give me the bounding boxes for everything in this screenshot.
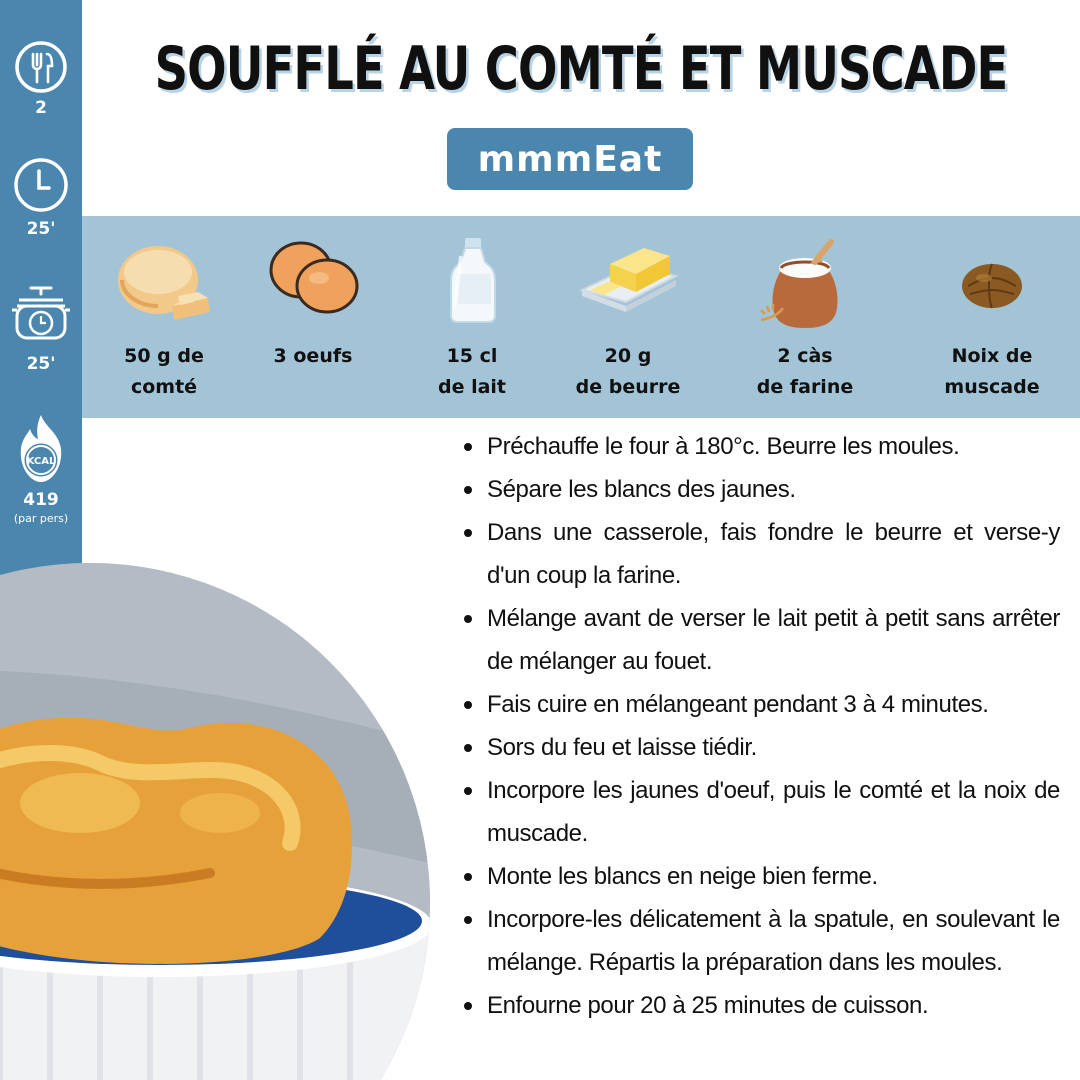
calories-unit: (par pers) [13, 512, 69, 525]
ingredients-band [82, 216, 1080, 418]
step-item: Sors du feu et laisse tiédir. [462, 726, 1060, 769]
ingredient-label [730, 341, 880, 403]
nutmeg-icon [952, 234, 1032, 314]
brand-logo: mmmEat [447, 128, 693, 190]
step-item: Fais cuire en mélangeant pendant 3 à 4 minutes. [462, 683, 1060, 726]
ingredient-label [397, 341, 547, 403]
ingredient-label [89, 341, 239, 403]
step-item: Enfourne pour 20 à 25 minutes de cuisson. [462, 984, 1060, 1027]
servings-value: 2 [35, 98, 47, 118]
step-item: Monte les blancs en neige bien ferme. [462, 855, 1060, 898]
ingredient-item [553, 216, 703, 418]
calories-info [0, 412, 82, 525]
ingredient-quantity: 3 oeufs [273, 345, 353, 367]
servings-info [0, 40, 82, 118]
comte-cheese-icon [112, 234, 216, 326]
step-item: Mélange avant de verser le lait petit à petit sans arrêter de mélanger au fouet. [462, 597, 1060, 683]
ingredient-name: comté [130, 376, 198, 398]
ingredient-name: de beurre [575, 376, 681, 398]
step-item: Sépare les blancs des jaunes. [462, 468, 1060, 511]
milk-bottle-icon [437, 234, 507, 324]
cook-time-value: 25' [26, 354, 56, 374]
ingredient-name: de lait [437, 376, 507, 398]
recipe-title: SOUFFLÉ AU COMTÉ ET MUSCADE [154, 34, 1008, 104]
kcal-flame-icon [10, 412, 72, 486]
ingredient-item [397, 216, 547, 418]
flour-sack-icon [757, 234, 853, 334]
recipe-steps [462, 425, 1060, 1027]
ingredient-item [238, 216, 388, 418]
recipe-info-sidebar [0, 0, 82, 620]
prep-time-value: 25' [26, 219, 56, 239]
step-item: Incorpore-les délicatement à la spatule, en soulevant le mélange. Répartis la préparation dans les moules. [462, 898, 1060, 984]
ingredient-label [238, 341, 388, 372]
kcal-badge-text: KCAL [26, 456, 56, 467]
ingredient-name: muscade [944, 376, 1040, 398]
step-item: Préchauffe le four à 180°c. Beurre les moules. [462, 425, 1060, 468]
ingredient-item [730, 216, 880, 418]
calories-value: 419 [23, 490, 59, 510]
clock-icon [13, 157, 69, 213]
eggs-icon [265, 234, 361, 316]
ingredient-quantity: 50 g de [124, 345, 204, 367]
ingredient-quantity: 15 cl [446, 345, 498, 367]
cooker-icon [9, 282, 73, 344]
cook-time-info [0, 282, 82, 374]
butter-icon [576, 234, 680, 318]
ingredient-label [553, 341, 703, 403]
ingredient-quantity: 2 càs [777, 345, 833, 367]
step-item: Dans une casserole, fais fondre le beurre et verse-y d'un coup la farine. [462, 511, 1060, 597]
ingredient-quantity: 20 g [604, 345, 652, 367]
souffle-photo [0, 563, 430, 1080]
fork-knife-icon [14, 40, 68, 94]
ingredient-name: de farine [756, 376, 854, 398]
ingredient-quantity: Noix de [951, 345, 1033, 367]
step-item: Incorpore les jaunes d'oeuf, puis le comté et la noix de muscade. [462, 769, 1060, 855]
prep-time-info [0, 157, 82, 239]
ingredient-label [917, 341, 1067, 403]
ingredient-item [917, 216, 1067, 418]
souffle-ramekin-image [0, 563, 430, 1080]
ingredient-item [89, 216, 239, 418]
